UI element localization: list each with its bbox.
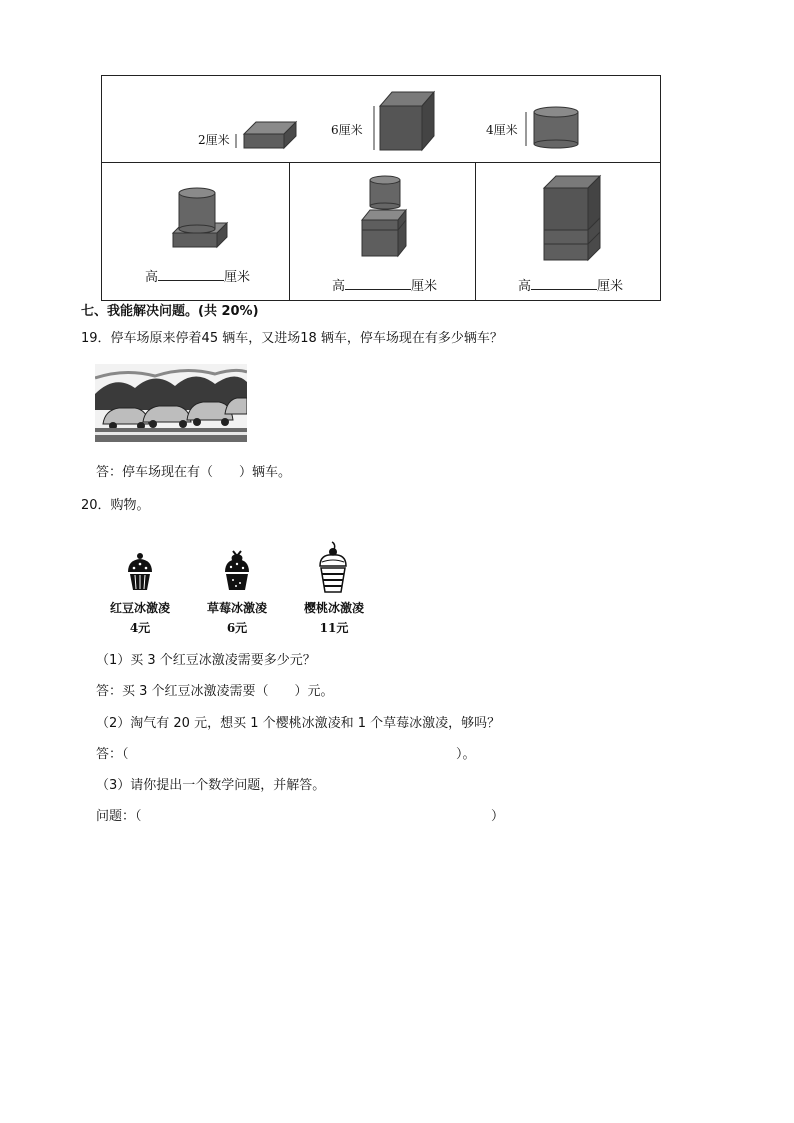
figure-table	[101, 75, 661, 301]
height-answer-2	[332, 275, 437, 294]
item-price-3: 11元	[319, 621, 349, 635]
flat-box-figure	[232, 106, 302, 156]
height-answer-3	[518, 275, 623, 294]
table-divider	[475, 162, 476, 300]
item-price-2: 6元	[226, 621, 248, 635]
height-prefix: 高	[518, 279, 532, 294]
item-name-3: 樱桃冰激凌	[303, 601, 364, 615]
answer-20-2-open: 答：（	[96, 747, 129, 762]
answer-20-3-close: ）	[491, 809, 505, 824]
question-20-3: （3）请你提出一个数学问题，并解答。	[96, 778, 326, 793]
stack-figure-1	[167, 181, 237, 251]
height-unit: 厘米	[224, 270, 251, 285]
answer-20-1: 答：买 3 个红豆冰激凌需要（ ）元。	[96, 684, 334, 699]
answer-20-2-close: ）。	[456, 747, 476, 762]
table-divider	[102, 162, 660, 163]
strawberry-ice-cream-icon	[222, 547, 252, 594]
section-title: 七、我能解决问题。(共 20%)	[81, 304, 259, 319]
height-unit: 厘米	[597, 279, 624, 294]
question-20-title: 20．购物。	[81, 498, 150, 513]
question-20-2: （2）淘气有 20 元，想买 1 个樱桃冰激凌和 1 个草莓冰激凌，够吗？	[96, 716, 501, 731]
parking-lot-image	[95, 364, 247, 442]
height-prefix: 高	[332, 279, 346, 294]
height-unit: 厘米	[411, 279, 438, 294]
item-name-1: 红豆冰激凌	[109, 601, 170, 615]
item-name-2: 草莓冰激凌	[206, 601, 267, 615]
stack-figure-2	[358, 174, 418, 259]
question-19: 19．停车场原来停着45 辆车，又进场18 辆车，停车场现在有多少辆车？	[81, 331, 503, 346]
cherry-ice-cream-icon	[316, 540, 350, 596]
answer-blank[interactable]	[531, 289, 597, 290]
question-20-1: （1）买 3 个红豆冰激凌需要多少元？	[96, 653, 316, 668]
answer-19: 答：停车场现在有（ ）辆车。	[96, 465, 292, 480]
ref-height-label-3: 4厘米	[486, 123, 518, 137]
height-answer-1	[145, 266, 250, 285]
answer-20-3-open: 问题：（	[96, 809, 142, 824]
answer-blank[interactable]	[345, 289, 411, 290]
item-price-1: 4元	[129, 621, 151, 635]
cube-figure	[370, 86, 450, 156]
ref-height-label-2: 6厘米	[331, 123, 363, 137]
ref-height-label-1: 2厘米	[198, 133, 230, 147]
red-bean-ice-cream-icon	[125, 550, 155, 594]
answer-blank[interactable]	[158, 280, 224, 281]
stack-figure-3	[540, 172, 610, 264]
cylinder-figure	[522, 102, 582, 152]
height-prefix: 高	[145, 270, 159, 285]
table-divider	[289, 162, 290, 300]
